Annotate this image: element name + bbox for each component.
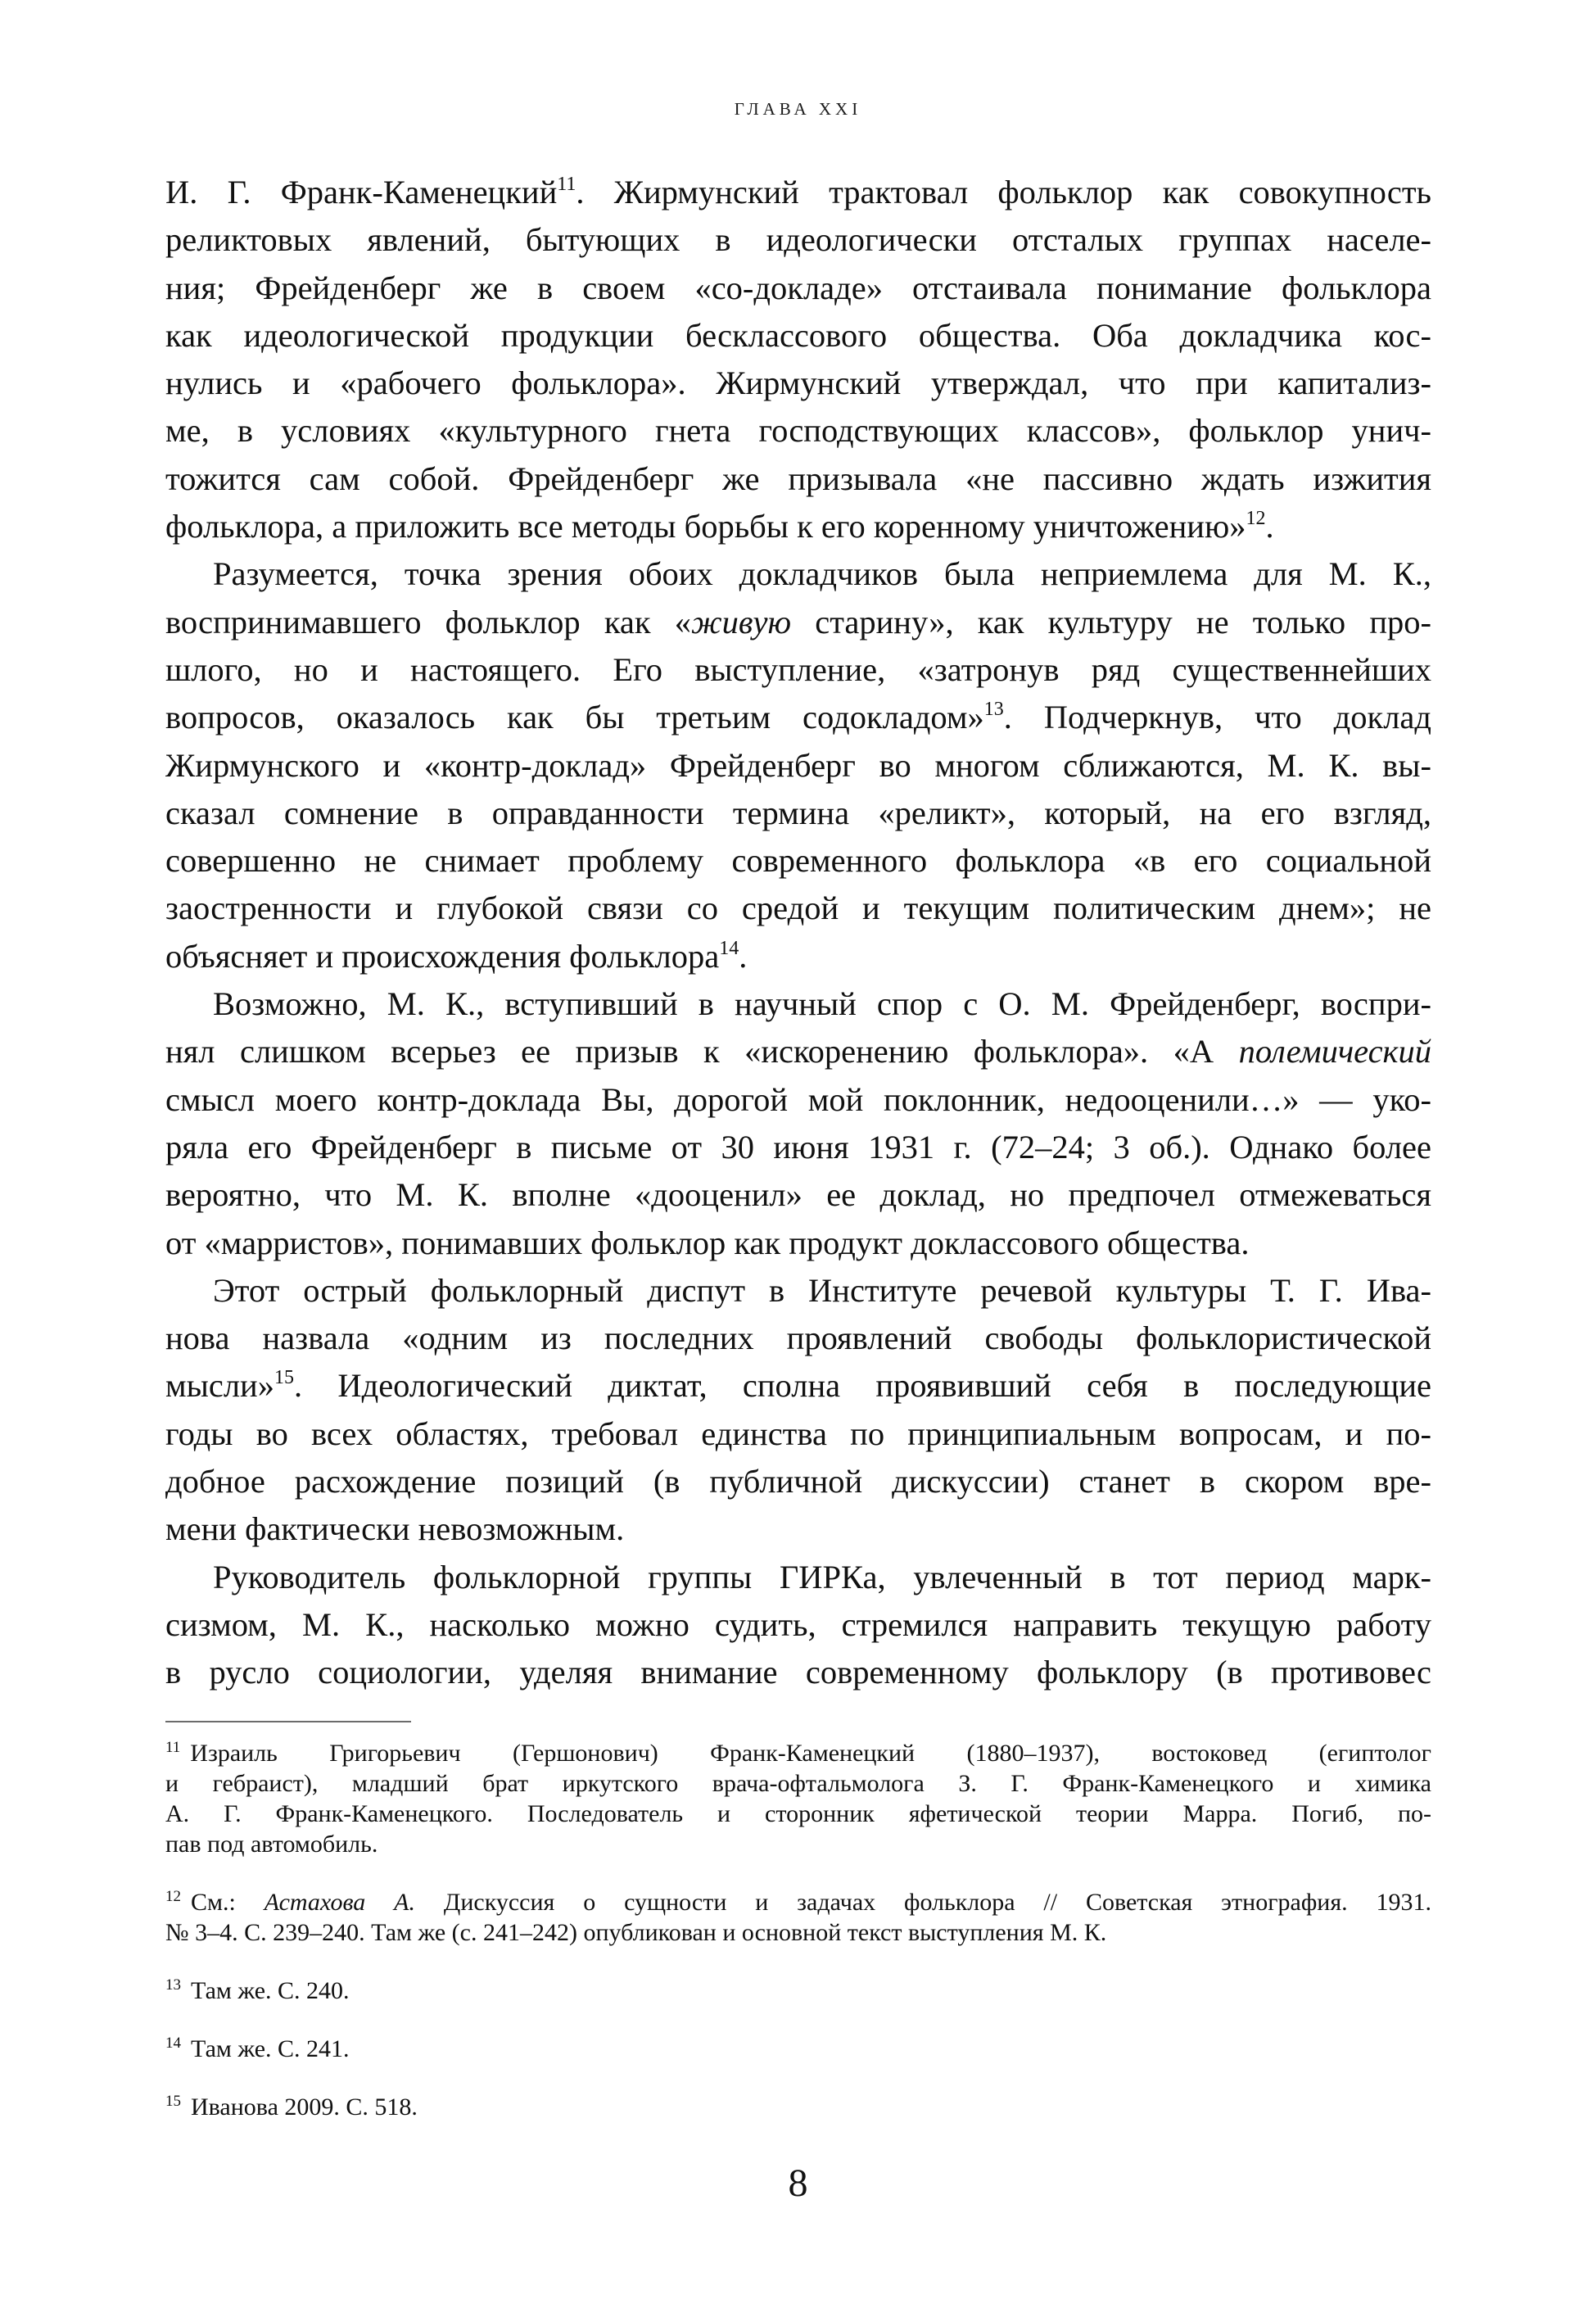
text-line <box>165 1410 1431 1458</box>
footnote-line <box>165 1799 1431 1829</box>
text-segment: ряла его Фрейденберг в письме от 30 июня 1931 г. (72–24; 3 об.). Однако более <box>165 1128 1431 1166</box>
footnote-13 <box>165 1976 1431 2006</box>
text-line <box>165 980 1431 1028</box>
text-segment: годы во всех областях, требовал единства по принципиальным вопросам, и по- <box>165 1414 1431 1452</box>
footnote-line <box>165 1917 1431 1948</box>
text-segment: нулись и «рабочего фольклора». Жирмунский утверждал, что при капитализ- <box>165 364 1431 402</box>
text-line <box>165 1028 1431 1075</box>
footnote-15 <box>165 2092 1431 2122</box>
text-line <box>165 216 1431 264</box>
paragraph <box>165 1267 1431 1554</box>
text-segment: . <box>739 937 748 975</box>
text-line <box>165 1076 1431 1124</box>
footnote-line <box>165 1976 1431 2006</box>
footnote-line <box>165 1887 1431 1917</box>
page-number: 8 <box>788 2161 808 2205</box>
text-segment: и гебраист), младший брат иркутского врача-офтальмолога З. Г. Франк-Каменецкого и химика <box>165 1770 1431 1797</box>
text-segment: Разумеется, точка зрения обоих докладчиков была неприемлема для М. К., <box>213 555 1431 593</box>
footnote-line <box>165 1768 1431 1799</box>
italic-text: живую <box>691 603 792 640</box>
footnote-reference: 15 <box>274 1367 294 1389</box>
text-segment: Жирмунского и «контр-доклад» Фрейденберг во многом сближаются, М. К. вы- <box>165 746 1431 784</box>
footnote-line <box>165 2092 1431 2122</box>
italic-text: Астахова А. <box>264 1889 416 1916</box>
paragraph <box>165 550 1431 980</box>
text-line <box>165 599 1431 646</box>
text-segment: воспринимавшего фольклор как « <box>165 603 691 640</box>
text-line <box>165 312 1431 360</box>
text-line <box>165 265 1431 312</box>
text-segment: нял слишком всерьез ее призыв к «искоренению фольклора». «А <box>165 1033 1239 1070</box>
text-segment: шлого, но и настоящего. Его выступление, «затронув ряд существеннейших <box>165 650 1431 688</box>
text-segment: сказал сомнение в оправданности термина «реликт», который, на его взгляд, <box>165 794 1431 831</box>
text-segment: фольклора, а приложить все методы борьбы к его коренному уничтожению» <box>165 508 1246 545</box>
text-segment: . <box>1265 508 1274 545</box>
text-line <box>165 407 1431 455</box>
footnote-reference: 12 <box>1246 508 1266 530</box>
text-segment: от «марристов», понимавших фольклор как продукт доклассового общества. <box>165 1224 1250 1261</box>
text-line <box>165 933 1431 980</box>
footnote-12 <box>165 1887 1431 1948</box>
footnotes <box>165 1738 1431 2150</box>
footnote-14 <box>165 2034 1431 2064</box>
body-text <box>165 169 1431 1697</box>
text-segment: мысли» <box>165 1367 274 1405</box>
text-segment: пав под автомобиль. <box>165 1831 378 1858</box>
paragraph <box>165 980 1431 1267</box>
footnote-reference: 13 <box>983 699 1004 721</box>
text-line <box>165 1315 1431 1362</box>
text-segment: тожится сам собой. Фрейденберг же призывала «не пассивно ждать изжития <box>165 459 1431 497</box>
footnote-line <box>165 1738 1431 1768</box>
text-segment: объясняет и происхождения фольклора <box>165 937 720 975</box>
footnote-line <box>165 2034 1431 2064</box>
text-line <box>165 1171 1431 1219</box>
text-segment: смысл моего контр-доклада Вы, дорогой мой поклонник, недооценили…» — уко- <box>165 1080 1431 1118</box>
text-segment: А. Г. Франк-Каменецкого. Последователь и сторонник яфетической теории Марра. Погиб, по- <box>165 1800 1431 1827</box>
text-segment: Там же. С. 240. <box>191 1977 350 2004</box>
text-line <box>165 742 1431 790</box>
text-line <box>165 1554 1431 1601</box>
text-segment: . Подчеркнув, что доклад <box>1003 699 1431 736</box>
footnote-reference: 14 <box>719 937 739 959</box>
text-segment: в русло социологии, уделяя внимание современному фольклору (в противовес <box>165 1654 1431 1691</box>
text-segment: нова назвала «одним из последних проявлений свободы фольклористической <box>165 1319 1431 1357</box>
footnote-number: 15 <box>165 2093 181 2110</box>
text-segment: ме, в условиях «культурного гнета господствующих классов», фольклор унич- <box>165 412 1431 450</box>
paragraph <box>165 1554 1431 1697</box>
text-segment: заостренности и глубокой связи со средой и текущим политическим днем»; не <box>165 889 1431 927</box>
footnote-number: 11 <box>165 1739 181 1756</box>
text-segment: Этот острый фольклорный диспут в Институте речевой культуры Т. Г. Ива- <box>213 1271 1431 1309</box>
italic-text: полемический <box>1238 1033 1431 1070</box>
footnote-number: 14 <box>165 2035 181 2052</box>
text-line <box>165 646 1431 694</box>
text-segment: старину», как культуру не только про- <box>791 603 1431 640</box>
text-segment: № 3–4. С. 239–240. Там же (с. 241–242) опубликован и основной текст выступления М. К. <box>165 1919 1107 1946</box>
text-segment: См.: <box>191 1889 264 1916</box>
text-line <box>165 837 1431 885</box>
text-segment: мени фактически невозможным. <box>165 1510 625 1548</box>
footnote-line <box>165 1829 1431 1859</box>
footnote-number: 12 <box>165 1888 181 1905</box>
text-segment: Иванова 2009. С. 518. <box>191 2093 418 2121</box>
text-segment: И. Г. Франк-Каменецкий <box>165 174 558 210</box>
text-segment: Возможно, М. К., вступивший в научный спор с О. М. Фрейденберг, воспри- <box>213 985 1431 1023</box>
text-segment: добное расхождение позиций (в публичной дискуссии) станет в скором вре- <box>165 1463 1431 1500</box>
text-line <box>165 1458 1431 1505</box>
paragraph <box>165 169 1431 550</box>
text-segment: как идеологической продукции бесклассового общества. Оба докладчика кос- <box>165 316 1431 354</box>
footnote-divider <box>165 1721 411 1722</box>
text-line <box>165 360 1431 407</box>
text-segment: Израиль Григорьевич (Гершонович) Франк-Каменецкий (1880–1937), востоковед (египтолог <box>190 1740 1431 1767</box>
text-segment: . Идеологический диктат, сполна проявивший себя в последующие <box>293 1367 1431 1405</box>
text-line <box>165 550 1431 598</box>
text-segment: совершенно не снимает проблему современного фольклора «в его социальной <box>165 842 1431 880</box>
text-line <box>165 169 1431 216</box>
text-line <box>165 1267 1431 1315</box>
text-line <box>165 1505 1431 1553</box>
footnote-number: 13 <box>165 1976 181 1994</box>
text-segment: вероятно, что М. К. вполне «дооценил» ее доклад, но предпочел отмежеваться <box>165 1176 1431 1214</box>
text-segment: ния; Фрейденберг же в своем «со-докладе» отстаивала понимание фольклора <box>165 269 1431 306</box>
text-line <box>165 503 1431 550</box>
running-head: ГЛАВА XXI <box>734 99 862 119</box>
text-line <box>165 790 1431 837</box>
footnote-11 <box>165 1738 1431 1859</box>
text-segment: Дискуссия о сущности и задачах фольклора // Советская этнография. 1931. <box>415 1889 1431 1916</box>
text-line <box>165 1601 1431 1649</box>
text-line <box>165 1124 1431 1171</box>
text-line <box>165 1649 1431 1696</box>
footnote-reference: 11 <box>557 174 576 195</box>
text-segment: сизмом, М. К., насколько можно судить, стремился направить текущую работу <box>165 1605 1431 1643</box>
text-segment: . Жирмунский трактовал фольклор как совокупность <box>576 174 1431 210</box>
text-segment: вопросов, оказалось как бы третьим содокладом» <box>165 699 984 736</box>
text-segment: Там же. С. 241. <box>191 2035 350 2062</box>
text-segment: реликтовых явлений, бытующих в идеологически отсталых группах населе- <box>165 221 1431 259</box>
text-line <box>165 694 1431 741</box>
text-line <box>165 455 1431 503</box>
text-segment: Руководитель фольклорной группы ГИРКа, увлеченный в тот период марк- <box>213 1558 1431 1596</box>
text-line <box>165 885 1431 932</box>
text-line <box>165 1362 1431 1410</box>
text-line <box>165 1220 1431 1267</box>
